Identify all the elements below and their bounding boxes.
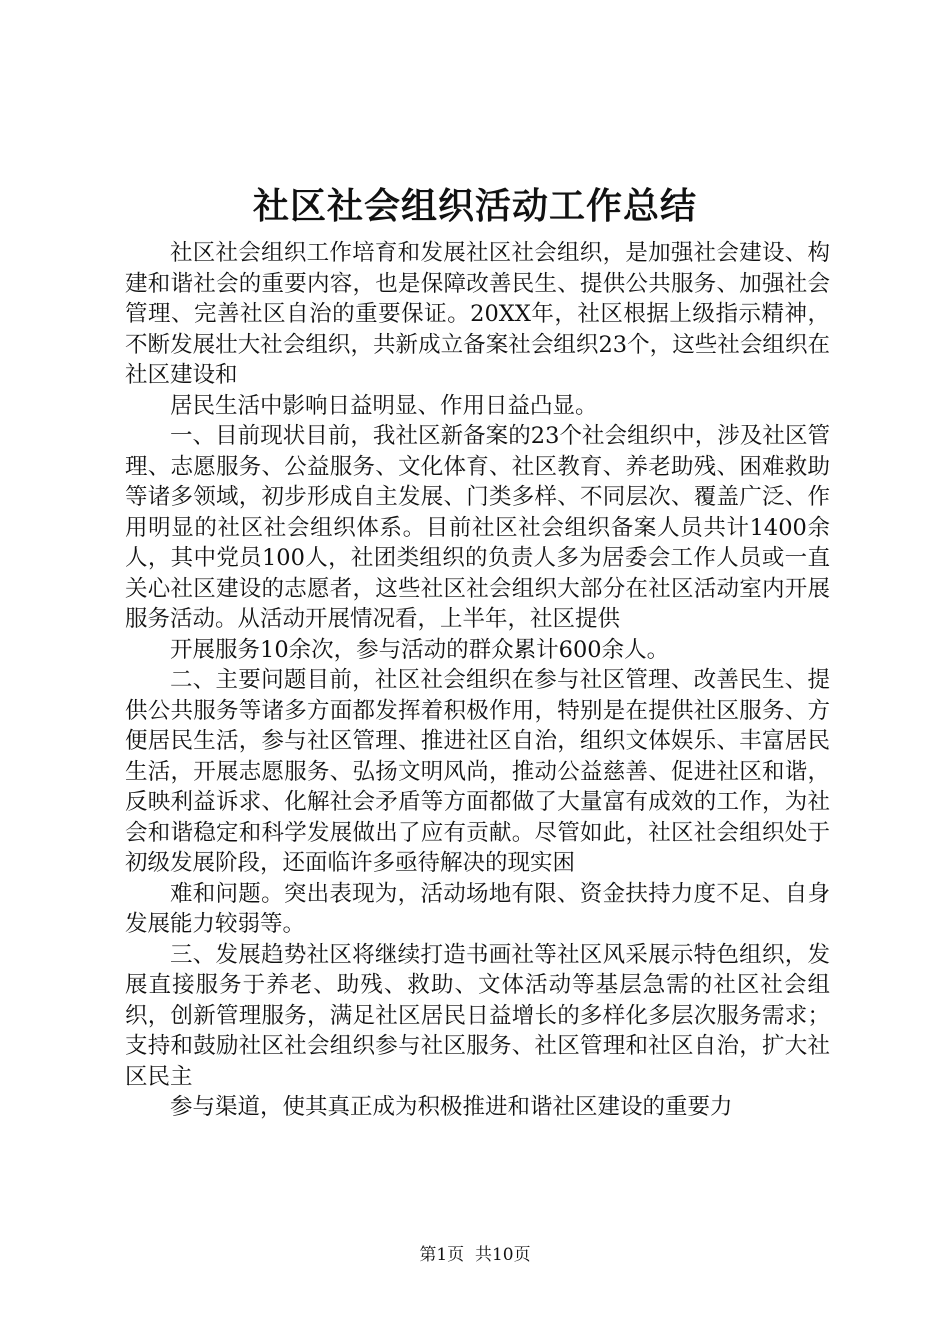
body-paragraph: 社区社会组织工作培育和发展社区社会组织，是加强社会建设、构建和谐社会的重要内容，也是保障改善民生、提供公共服务、加强社会管理、完善社区自治的重要保证。20XX年，社区根据上级指示精神，不断发展壮大社会组织，共新成立备案社会组织23个，这些社会组织在社区建设和 [125, 240, 830, 388]
page-number: 第1页 共10页 [419, 1245, 531, 1265]
body-paragraph: 三、发展趋势社区将继续打造书画社等社区风采展示特色组织，发展直接服务于养老、助残、救助、文体活动等基层急需的社区社会组织，创新管理服务，满足社区居民日益增长的多样化多层次服务需求；支持和鼓励社区社会组织参与社区服务、社区管理和社区自治，扩大社区民主 [125, 941, 830, 1090]
document-body [125, 238, 830, 1123]
body-paragraph: 参与渠道，使其真正成为积极推进和谐社区建设的重要力 [170, 1094, 733, 1120]
body-paragraph: 难和问题。突出表现为，活动场地有限、资金扶持力度不足、自身发展能力较弱等。 [125, 880, 830, 937]
document-title: 社区社会组织活动工作总结 [252, 186, 697, 227]
body-paragraph: 居民生活中影响日益明显、作用日益凸显。 [170, 392, 598, 419]
body-paragraph: 一、目前现状目前，我社区新备案的23个社会组织中，涉及社区管理、志愿服务、公益服务、文化体育、社区教育、养老助残、困难救助等诸多领域，初步形成自主发展、门类多样、不同层次、覆盖广泛、作用明显的社区社会组织体系。目前社区社会组织备案人员共计1400余人，其中党员100人，社团类组织的负责人多为居委会工作人员或一直关心社区建设的志愿者，这些社区社会组织大部分在社区活动室内开展服务活动。从活动开展情况看，上半年，社区提供 [125, 423, 830, 632]
body-paragraph: 开展服务10余次，参与活动的群众累计600余人。 [170, 636, 670, 663]
body-paragraph: 二、主要问题目前，社区社会组织在参与社区管理、改善民生、提供公共服务等诸多方面都发挥着积极作用，特别是在提供社区服务、方便居民生活，参与社区管理、推进社区自治，组织文体娱乐、丰富居民生活，开展志愿服务、弘扬文明风尚，推动公益慈善、促进社区和谐，反映利益诉求、化解社会矛盾等方面都做了大量富有成效的工作，为社会和谐稳定和科学发展做出了应有贡献。尽管如此，社区社会组织处于初级发展阶段，还面临许多亟待解决的现实困 [125, 667, 830, 876]
